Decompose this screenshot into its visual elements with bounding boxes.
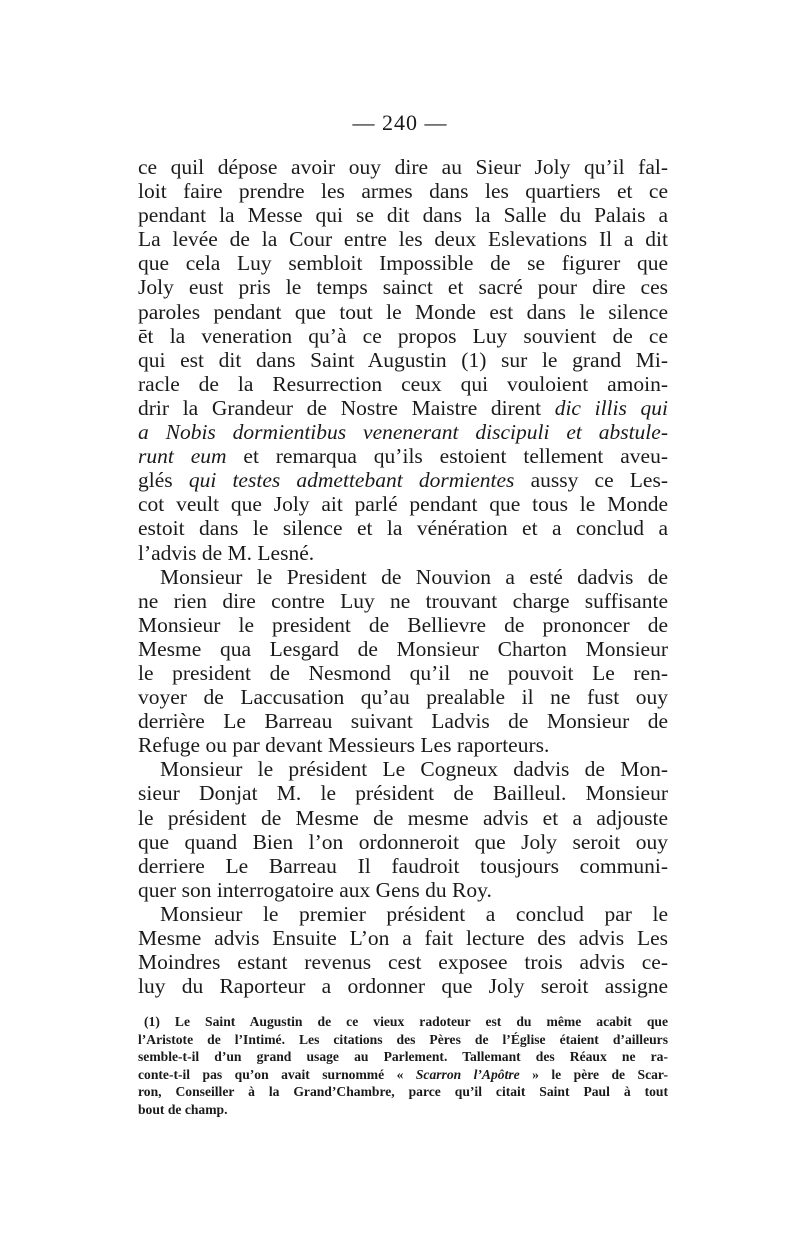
text-line: voyer de Laccusation qu’au prealable il ne fust ouy — [138, 685, 668, 710]
text-line: derriere Le Barreau Il faudroit tousjours communi- — [138, 853, 668, 878]
text-line: Refuge ou par devant Messieurs Les raporteurs. — [138, 733, 550, 758]
latin-quote: runt eum — [138, 444, 227, 469]
text-line: cot veult que Joly ait parlé pendant que tous le Monde — [138, 492, 668, 517]
text-line: l’advis de M. Lesné. — [138, 540, 315, 565]
text-line — [138, 444, 668, 468]
latin-quote: dic illis qui — [554, 395, 668, 420]
text-line — [138, 420, 668, 444]
latin-quote: a Nobis dormientibus venenerant discipuli et abstule- — [138, 420, 668, 445]
text-line: paroles pendant que tout le Monde est dans le silence — [138, 299, 668, 324]
text-line: loit faire prendre les armes dans les quartiers et ce — [138, 179, 668, 204]
page-number: — 240 — — [352, 110, 448, 135]
text-run: glés — [138, 468, 189, 493]
footnote-line: l’Aristote de l’Intimé. Les citations des Pères de l’Église étaient d’ailleurs — [138, 1031, 668, 1047]
text-run: drir la Grandeur de Nostre Maistre dirent — [138, 395, 555, 420]
footnote-line: ron, Conseiller à la Grand’Chambre, parce qu’il citait Saint Paul à tout — [138, 1084, 668, 1099]
text-line: pendant la Messe qui se dit dans la Salle du Palais a — [138, 203, 668, 228]
footnote-line: semble-t-il d’un grand usage au Parlement. Tallemant des Réaux ne ra- — [138, 1049, 668, 1064]
text-line: quer son interrogatoire aux Gens du Roy. — [138, 877, 492, 902]
text-line: Moindres estant revenus cest exposee trois advis ce- — [138, 950, 668, 975]
footnote-block — [138, 1013, 668, 1118]
text-line: Mesme qua Lesgard de Monsieur Charton Monsieur — [138, 636, 668, 661]
text-run: et remarqua qu’ils estoient tellement aveu- — [226, 444, 668, 469]
paragraph-start-line: Monsieur le President de Nouvion a esté dadvis de — [160, 564, 668, 589]
text-line: Mesme advis Ensuite L’on a fait lecture des advis Les — [138, 926, 668, 950]
footnote-line: (1) Le Saint Augustin de ce vieux radoteur est du même acabit que — [144, 1014, 668, 1029]
text-line: que quand Bien l’on ordonneroit que Joly seroit ouy — [138, 829, 668, 854]
text-line: ce quil dépose avoir ouy dire au Sieur Joly qu’il fal- — [138, 155, 668, 179]
text-line — [138, 396, 668, 420]
footnote-line — [138, 1066, 668, 1084]
text-line: Monsieur le president de Bellievre de prononcer de — [138, 612, 668, 637]
paragraph-start-line: Monsieur le premier président a conclud par le — [160, 901, 668, 926]
text-line: qui est dit dans Saint Augustin (1) sur le grand Mi- — [138, 347, 668, 372]
text-line: luy du Raporteur a ordonner que Joly seroit assigne — [138, 974, 668, 999]
text-line: estoit dans le silence et la vénération et a conclud a — [138, 516, 668, 541]
footnote-run: conte-t-il pas qu’on avait surnommé « — [138, 1066, 416, 1082]
text-line: le president de Nesmond qu’il ne pouvoit Le ren- — [138, 660, 668, 685]
footnote-run: » le père de Scar- — [519, 1066, 668, 1082]
text-line: ne rien dire contre Luy ne trouvant charge suffisante — [138, 588, 668, 613]
text-line: La levée de la Cour entre les deux Eslevations Il a dit — [138, 227, 668, 252]
main-text-block — [138, 155, 668, 998]
text-line: Joly eust pris le temps sainct et sacré pour dire ces — [138, 275, 668, 300]
text-line: le président de Mesme de mesme advis et a adjouste — [138, 805, 668, 830]
text-line: racle de la Resurrection ceux qui vouloient amoin- — [138, 371, 668, 396]
text-line: ēt la veneration qu’à ce propos Luy souvient de ce — [138, 323, 668, 348]
text-run: aussy ce Les- — [514, 468, 668, 493]
text-line — [138, 468, 668, 492]
paragraph-start-line: Monsieur le président Le Cogneux dadvis de Mon- — [160, 757, 668, 782]
footnote-italic: Scarron l’Apôtre — [415, 1066, 520, 1082]
footnote-line: bout de champ. — [138, 1101, 228, 1117]
text-line: derrière Le Barreau suivant Ladvis de Monsieur de — [138, 709, 668, 734]
text-line: sieur Donjat M. le président de Bailleul. Monsieur — [138, 781, 668, 806]
text-line: que cela Luy sembloit Impossible de se figurer que — [138, 251, 668, 276]
latin-quote: qui testes admettebant dormientes — [188, 468, 515, 493]
